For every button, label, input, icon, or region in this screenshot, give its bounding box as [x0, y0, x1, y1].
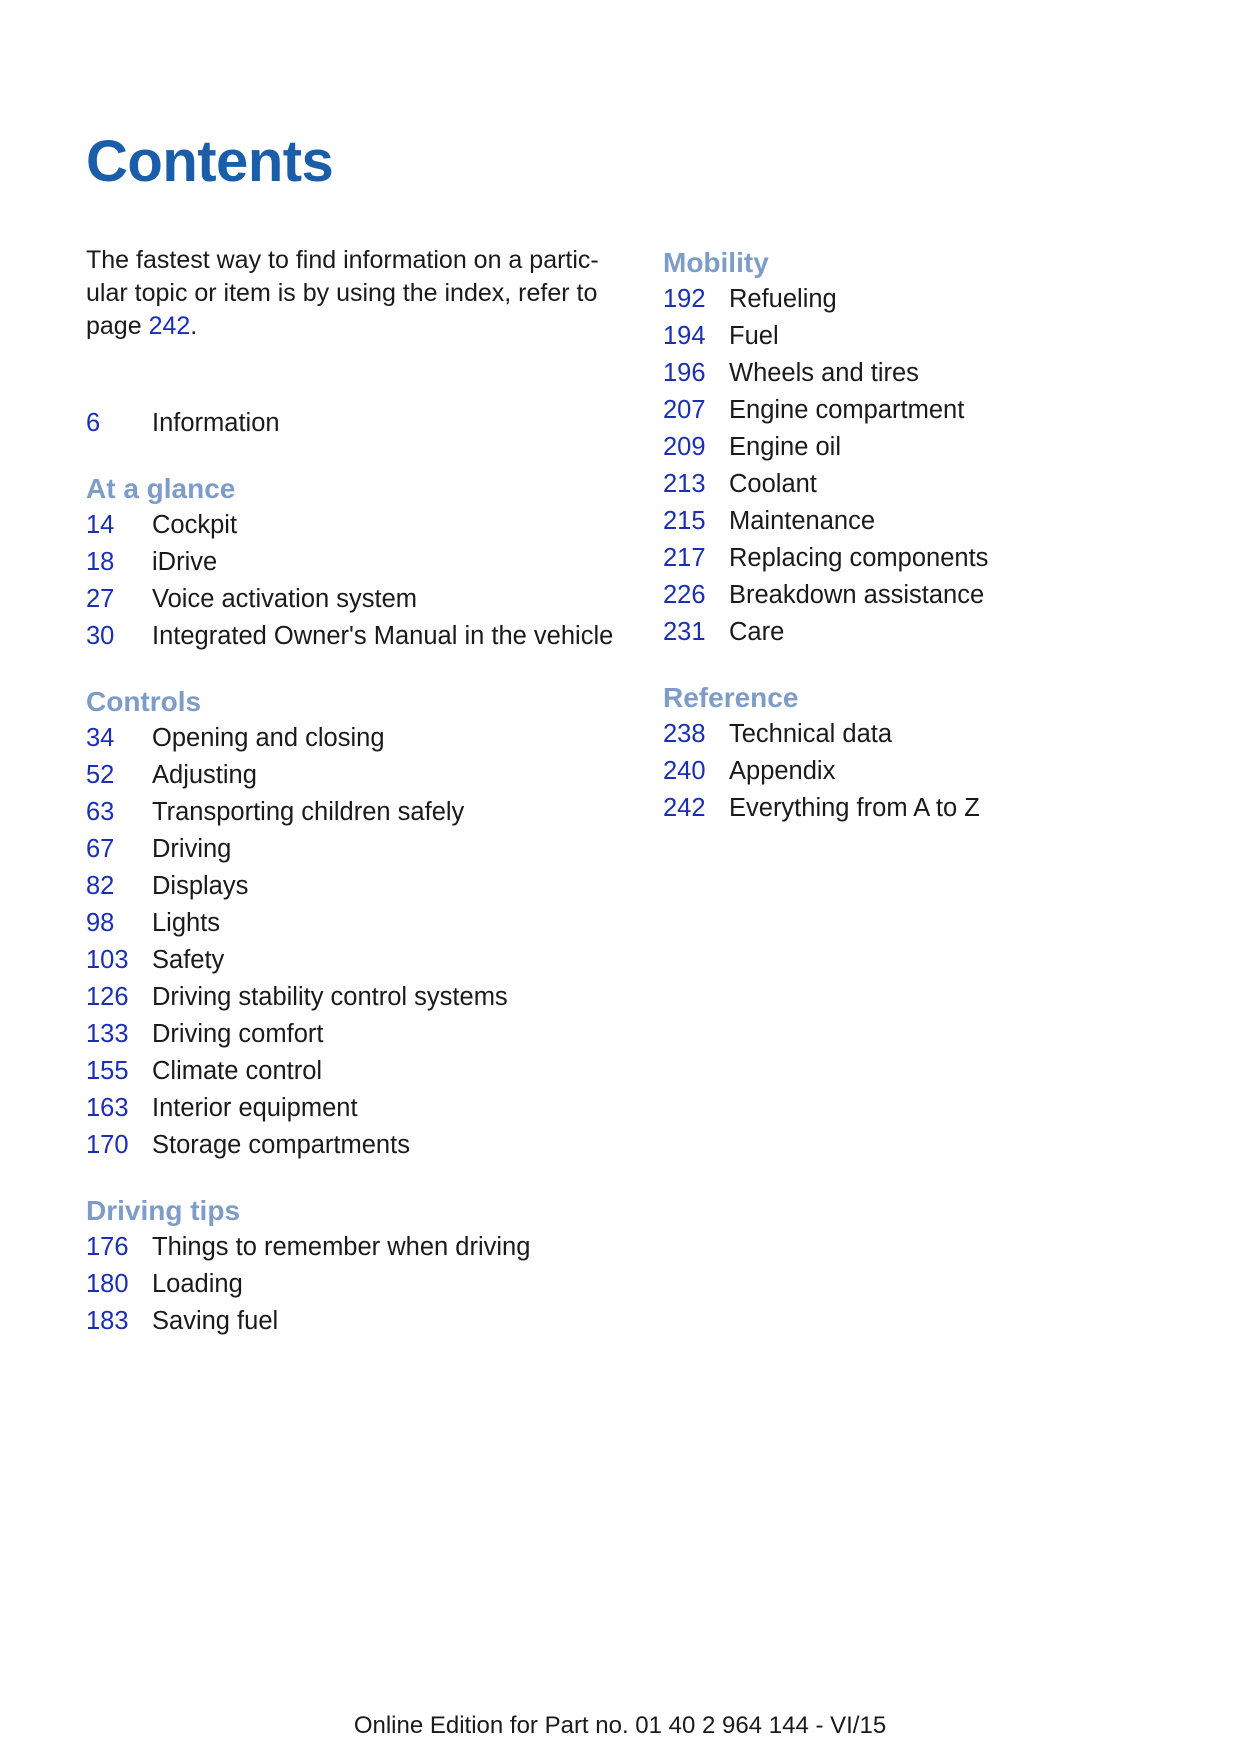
- intro-line-2: ular topic or item is by using the index, refer to: [86, 279, 598, 307]
- toc-entry[interactable]: [663, 281, 1183, 318]
- intro-paragraph: [86, 244, 626, 343]
- footer-edition-note: Online Edition for Part no. 01 40 2 964 144 - VI/15: [353, 1712, 887, 1739]
- toc-entry[interactable]: [663, 716, 1183, 753]
- toc-page-number[interactable]: 18: [86, 548, 115, 576]
- toc-page-number[interactable]: 196: [663, 359, 706, 387]
- toc-page-number[interactable]: 34: [86, 724, 115, 752]
- toc-entry-label[interactable]: Appendix: [729, 757, 836, 785]
- toc-page-number[interactable]: 82: [86, 872, 115, 900]
- toc-entry[interactable]: [86, 507, 626, 544]
- toc-entry-label[interactable]: Technical data: [729, 720, 893, 748]
- section-heading: Driving tips: [86, 1195, 241, 1226]
- toc-entry[interactable]: [86, 831, 626, 868]
- toc-page-number[interactable]: 231: [663, 618, 706, 646]
- toc-page-number[interactable]: 30: [86, 622, 115, 650]
- intro-line-3: page: [86, 312, 149, 340]
- toc-entry[interactable]: [86, 942, 626, 979]
- toc-entry[interactable]: [663, 503, 1183, 540]
- section-heading: Reference: [663, 682, 799, 713]
- toc-entry[interactable]: [86, 1090, 626, 1127]
- section-heading: At a glance: [86, 473, 236, 504]
- toc-page-number[interactable]: 209: [663, 433, 706, 461]
- toc-entry-label[interactable]: Voice activation system: [152, 585, 418, 613]
- toc-entry-label[interactable]: Loading: [152, 1270, 243, 1298]
- toc-page-number[interactable]: 67: [86, 835, 115, 863]
- toc-entry[interactable]: [663, 790, 1183, 827]
- toc-entry-label[interactable]: Safety: [152, 946, 225, 974]
- toc-page-number[interactable]: 238: [663, 720, 706, 748]
- toc-entry-label[interactable]: Things to remember when driving: [152, 1233, 531, 1261]
- toc-entry[interactable]: [86, 720, 626, 757]
- intro-suffix: .: [190, 312, 198, 340]
- toc-page-number[interactable]: 180: [86, 1270, 129, 1298]
- section-mobility: [663, 244, 1183, 651]
- toc-entry[interactable]: [663, 540, 1183, 577]
- toc-page-number[interactable]: 98: [86, 909, 115, 937]
- toc-entry[interactable]: [86, 1303, 626, 1340]
- toc-entry[interactable]: [663, 355, 1183, 392]
- toc-entry-label[interactable]: Engine compartment: [729, 396, 965, 424]
- section-reference: [663, 679, 1183, 827]
- toc-entry[interactable]: [86, 979, 626, 1016]
- toc-entry-label[interactable]: Engine oil: [729, 433, 841, 461]
- toc-page-number[interactable]: 170: [86, 1131, 129, 1159]
- toc-entry-label[interactable]: Breakdown assistance: [729, 581, 985, 609]
- toc-entry-label[interactable]: Transporting children safely: [152, 798, 465, 826]
- toc-entry-label[interactable]: Care: [729, 618, 785, 646]
- intro-line-1: The fastest way to find information on a partic-: [86, 246, 599, 274]
- toc-entry[interactable]: [86, 1053, 626, 1090]
- toc-entry[interactable]: [663, 318, 1183, 355]
- toc-entry[interactable]: [86, 1229, 626, 1266]
- toc-entry[interactable]: [86, 1016, 626, 1053]
- section-heading: Mobility: [663, 247, 769, 278]
- toc-entry[interactable]: [86, 581, 626, 618]
- toc-page-number[interactable]: 194: [663, 322, 706, 350]
- toc-entry-label[interactable]: Storage compartments: [152, 1131, 410, 1159]
- toc-page-number[interactable]: 215: [663, 507, 706, 535]
- toc-page-number[interactable]: 27: [86, 585, 115, 613]
- section-heading: Controls: [86, 686, 202, 717]
- toc-page-number[interactable]: 183: [86, 1307, 129, 1335]
- toc-entry[interactable]: [663, 429, 1183, 466]
- toc-entry[interactable]: [663, 614, 1183, 651]
- toc-entry[interactable]: [663, 392, 1183, 429]
- intro-index-link[interactable]: 242: [148, 312, 191, 340]
- toc-entry-label[interactable]: Lights: [152, 909, 221, 937]
- left-column: [86, 244, 626, 1340]
- toc-entry-label[interactable]: Opening and closing: [152, 724, 385, 752]
- toc-page-number[interactable]: 155: [86, 1057, 129, 1085]
- toc-page-number[interactable]: 52: [86, 761, 115, 789]
- toc-page-number[interactable]: 240: [663, 757, 706, 785]
- toc-page-number[interactable]: 63: [86, 798, 115, 826]
- toc-entry[interactable]: [86, 544, 626, 581]
- toc-entry[interactable]: [86, 757, 626, 794]
- toc-entry-label[interactable]: Displays: [152, 872, 249, 900]
- toc-page-number[interactable]: 163: [86, 1094, 129, 1122]
- toc-entry[interactable]: [86, 618, 626, 655]
- toc-entry[interactable]: [86, 1266, 626, 1303]
- toc-page-number[interactable]: 126: [86, 983, 129, 1011]
- toc-entry-label[interactable]: Wheels and tires: [729, 359, 919, 387]
- section-driving-tips: [86, 1192, 626, 1340]
- toc-page-number[interactable]: 176: [86, 1233, 129, 1261]
- toc-page-number[interactable]: 14: [86, 511, 115, 539]
- toc-entry-label[interactable]: Cockpit: [152, 511, 238, 539]
- toc-entry-label[interactable]: Driving: [152, 835, 232, 863]
- toc-entry-label[interactable]: Climate control: [152, 1057, 323, 1085]
- toc-entry-label[interactable]: Maintenance: [729, 507, 876, 535]
- toc-entry-information[interactable]: [86, 405, 626, 442]
- toc-entry[interactable]: [663, 577, 1183, 614]
- toc-entry-label[interactable]: Interior equipment: [152, 1094, 358, 1122]
- toc-entry[interactable]: [86, 905, 626, 942]
- section-at-a-glance: [86, 470, 626, 655]
- right-column: [663, 244, 1183, 827]
- toc-page-number[interactable]: 242: [663, 794, 706, 822]
- toc-entry-label[interactable]: Everything from A to Z: [729, 794, 980, 822]
- toc-entry-label[interactable]: Refueling: [729, 285, 837, 313]
- toc-entry-label[interactable]: Driving comfort: [152, 1020, 324, 1048]
- toc-entry-label[interactable]: Information: [152, 409, 280, 437]
- toc-entry-label[interactable]: Driving stability control systems: [152, 983, 508, 1011]
- toc-page-number[interactable]: 217: [663, 544, 706, 572]
- toc-entry-label[interactable]: iDrive: [152, 548, 218, 576]
- toc-page-number[interactable]: 133: [86, 1020, 129, 1048]
- toc-page-number[interactable]: 207: [663, 396, 706, 424]
- toc-entry[interactable]: [663, 466, 1183, 503]
- toc-page-number[interactable]: 103: [86, 946, 129, 974]
- toc-entry-label[interactable]: Coolant: [729, 470, 817, 498]
- section-controls: [86, 683, 626, 1164]
- toc-entry[interactable]: [86, 794, 626, 831]
- toc-entry-label[interactable]: Fuel: [729, 322, 779, 350]
- toc-entry-label[interactable]: Integrated Owner's Manual in the vehicle: [152, 622, 614, 650]
- toc-entry[interactable]: [86, 868, 626, 905]
- toc-page-number[interactable]: 226: [663, 581, 706, 609]
- toc-entry[interactable]: [86, 1127, 626, 1164]
- toc-page-number[interactable]: 192: [663, 285, 706, 313]
- toc-page-number[interactable]: 213: [663, 470, 706, 498]
- toc-entry-label[interactable]: Adjusting: [152, 761, 257, 789]
- toc-entry-label[interactable]: Replacing components: [729, 544, 989, 572]
- toc-entry[interactable]: [663, 753, 1183, 790]
- toc-entry-label[interactable]: Saving fuel: [152, 1307, 279, 1335]
- page-title: Contents: [86, 129, 334, 194]
- toc-page-number[interactable]: 6: [86, 409, 101, 437]
